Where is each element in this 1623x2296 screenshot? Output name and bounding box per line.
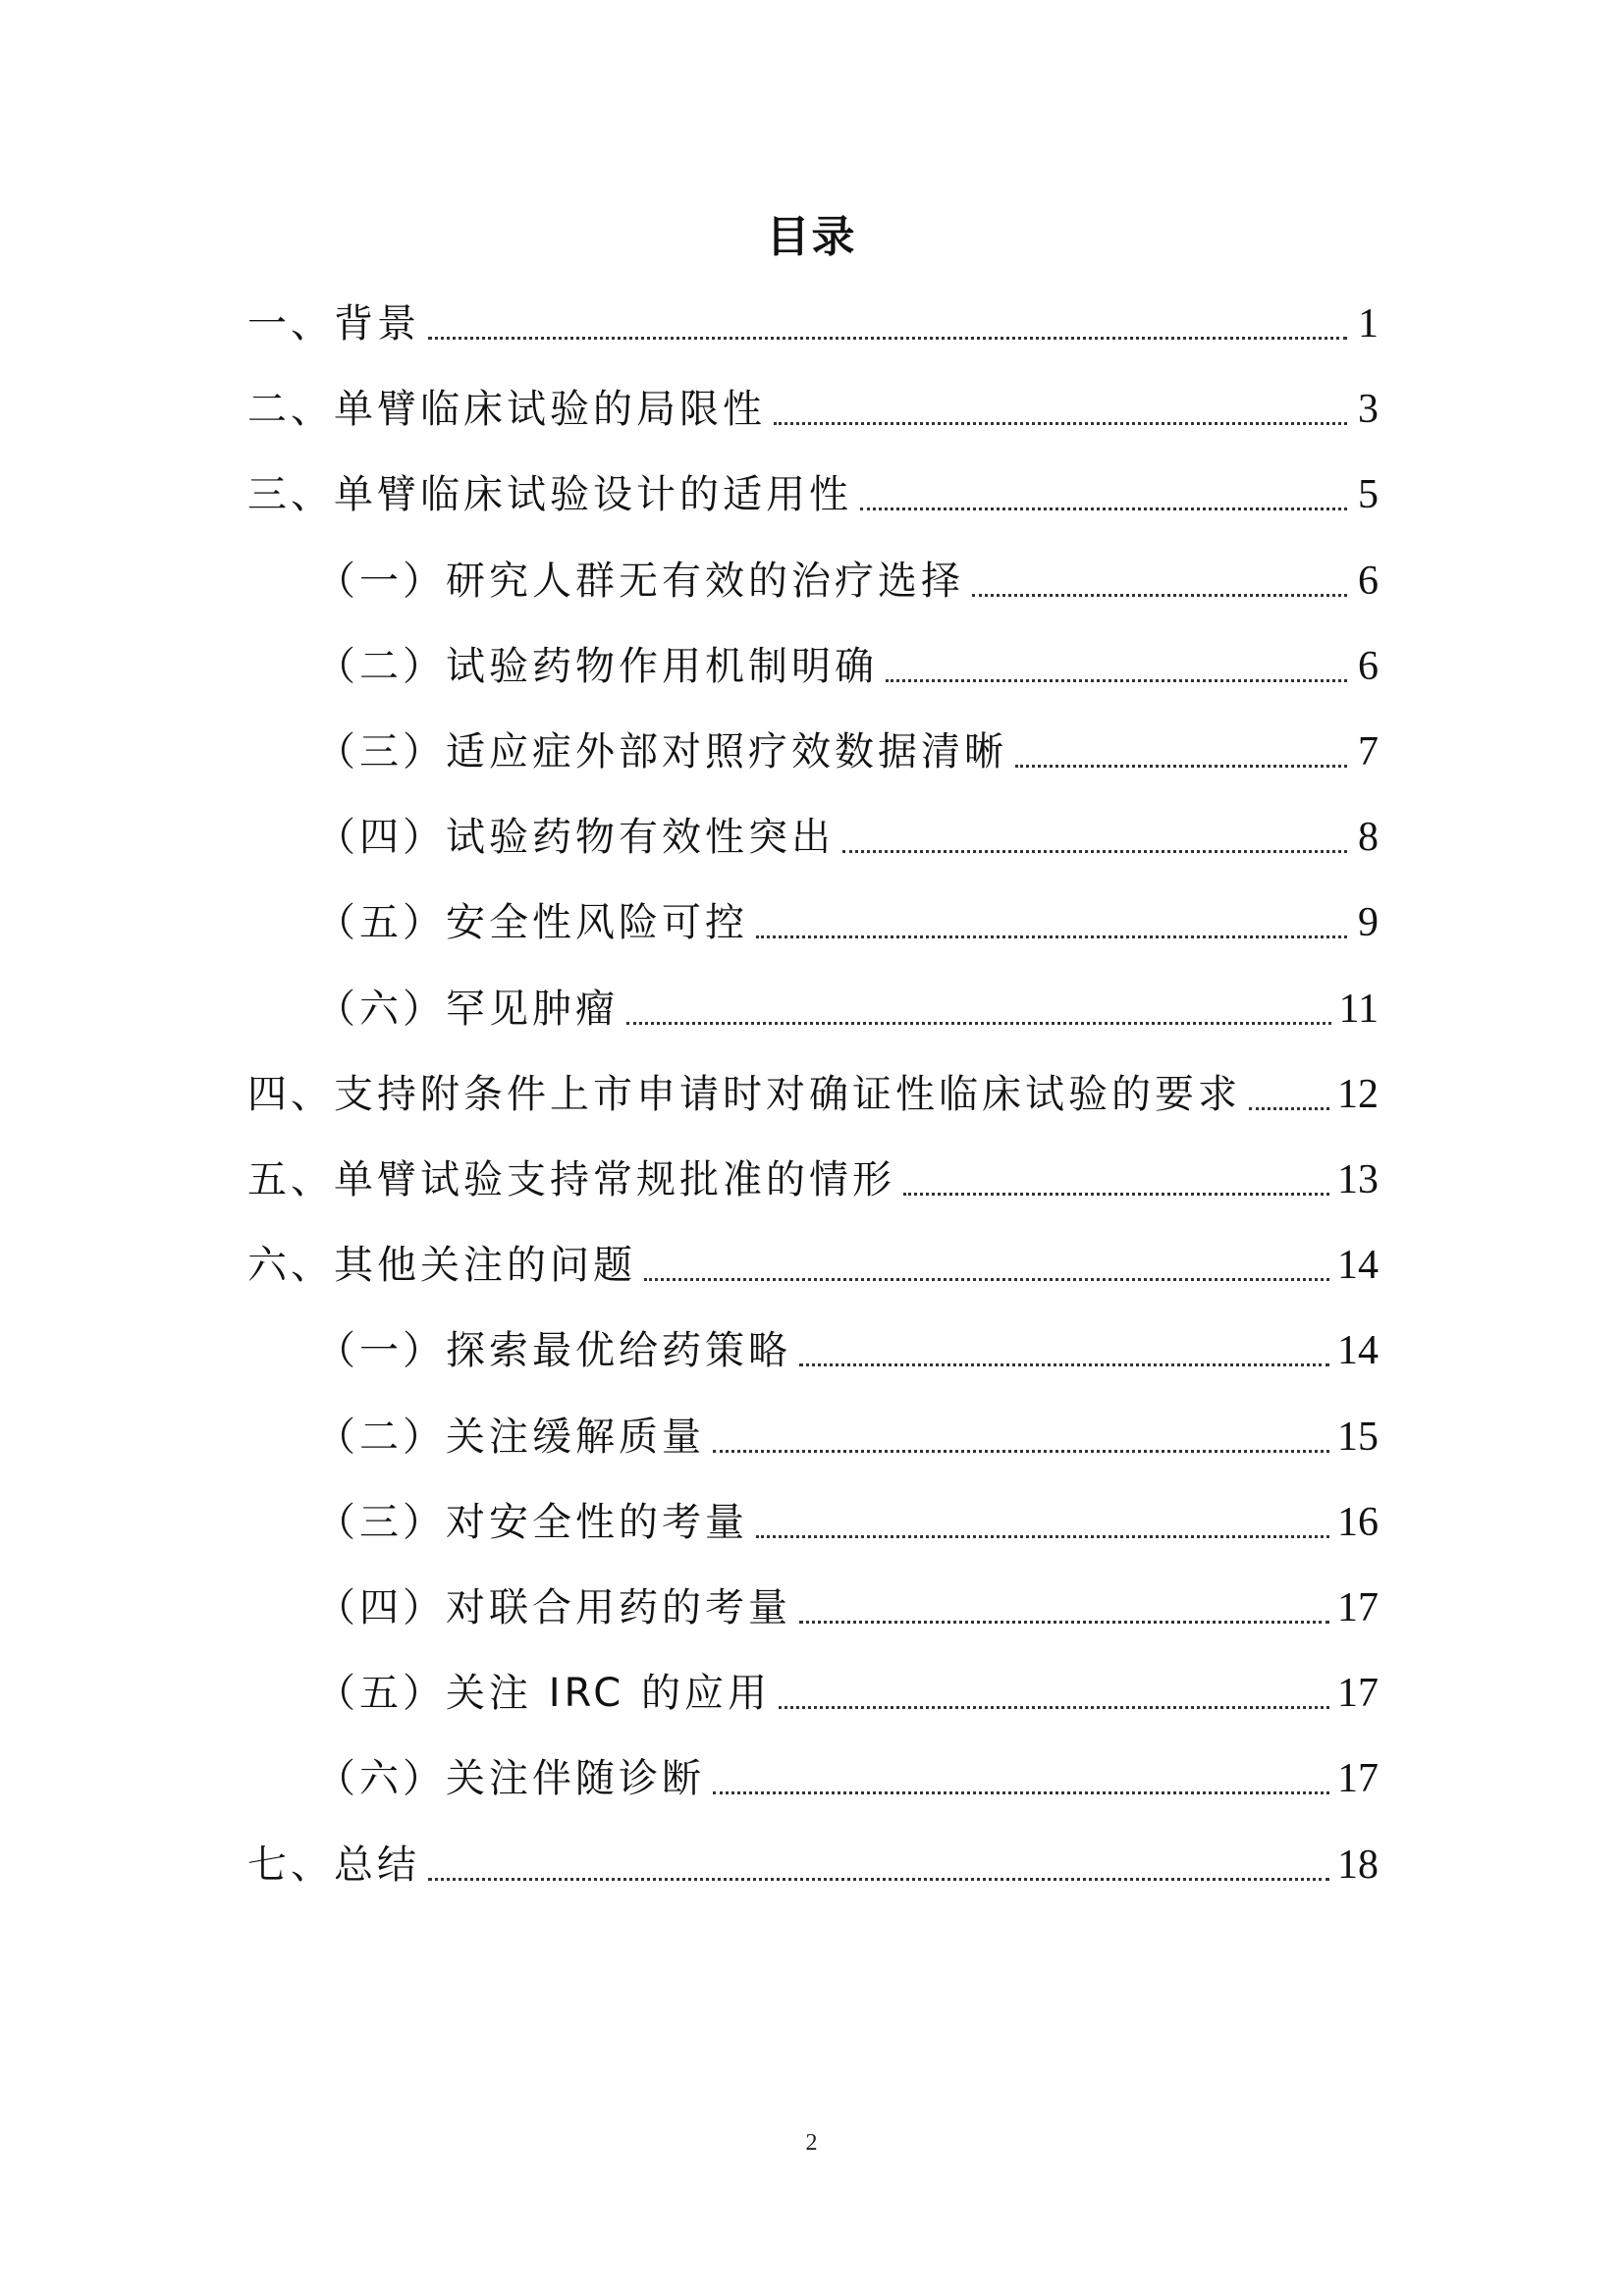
toc-entry-label: （四）对联合用药的考量 [316,1585,791,1630]
toc-entry-page: 15 [1337,1415,1379,1460]
toc-entry-page: 12 [1337,1072,1379,1117]
toc-entry-page: 11 [1338,987,1379,1032]
toc-dot-leader [774,402,1347,425]
toc-entry[interactable] [316,635,1379,694]
toc-entry-label: 一、背景 [247,301,420,347]
toc-entry-page: 7 [1358,729,1379,774]
toc-entry-label: 五、单臂试验支持常规批准的情形 [247,1157,895,1202]
toc-entry[interactable] [247,1063,1379,1122]
toc-entry[interactable] [316,1491,1379,1550]
toc-entry-page: 6 [1358,644,1379,689]
toc-entry-page: 14 [1337,1328,1379,1373]
toc-dot-leader [860,488,1347,510]
toc-entry-label: （五）关注 IRC 的应用 [316,1671,771,1716]
toc-dot-leader [644,1258,1329,1281]
toc-entry-label: 六、其他关注的问题 [247,1243,636,1288]
toc-dot-leader [428,1858,1329,1881]
toc-entry-label: （二）试验药物作用机制明确 [316,644,878,689]
toc-dot-leader [1015,745,1347,768]
toc-entry[interactable] [316,1319,1379,1378]
toc-entry-label: （五）安全性风险可控 [316,900,748,945]
toc-entry-label: 七、总结 [247,1842,420,1888]
toc-entry[interactable] [316,1747,1379,1806]
toc-entry-label: （一）探索最优给药策略 [316,1328,791,1373]
toc-entry-page: 18 [1337,1842,1379,1888]
toc-entry[interactable] [247,1834,1379,1893]
toc-entry-page: 17 [1337,1671,1379,1716]
toc-entry[interactable] [247,1148,1379,1207]
toc-entry-label: 三、单臂临床试验设计的适用性 [247,472,852,517]
toc-entry[interactable] [316,891,1379,950]
toc-dot-leader [713,1430,1329,1453]
toc-dot-leader [626,1002,1331,1025]
toc-entry-page: 16 [1337,1500,1379,1545]
toc-entry-page: 8 [1358,815,1379,860]
toc-dot-leader [842,830,1347,853]
toc-dot-leader [756,916,1347,938]
toc-entry[interactable] [316,550,1379,609]
toc-entry-label: 四、支持附条件上市申请时对确证性临床试验的要求 [247,1072,1241,1117]
toc-dot-leader [886,660,1347,682]
toc-dot-leader [756,1516,1329,1538]
toc-entry-page: 17 [1337,1585,1379,1630]
toc-entry[interactable] [247,378,1379,437]
toc-entry-page: 9 [1358,900,1379,945]
toc-entry[interactable] [316,978,1379,1037]
toc-entry-page: 5 [1358,472,1379,517]
toc-dot-leader [799,1344,1329,1366]
toc-entry-label: 二、单臂临床试验的局限性 [247,387,766,432]
toc-entry-page: 17 [1337,1756,1379,1801]
toc-entry-page: 3 [1358,387,1379,432]
toc-dot-leader [428,317,1347,340]
toc-dot-leader [972,574,1347,597]
toc-entry-page: 1 [1358,301,1379,347]
toc-entry[interactable] [316,721,1379,779]
toc-dot-leader [1249,1088,1329,1110]
toc-entry-page: 6 [1358,559,1379,604]
toc-entry-label: （三）适应症外部对照疗效数据清晰 [316,729,1007,774]
toc-entry[interactable] [247,1234,1379,1293]
toc-entry[interactable] [247,293,1379,351]
toc-entry-label: （四）试验药物有效性突出 [316,815,835,860]
toc-entry[interactable] [316,1576,1379,1635]
toc-dot-leader [713,1772,1329,1794]
toc-entry-page: 14 [1337,1243,1379,1288]
toc-entry[interactable] [316,806,1379,865]
toc-dot-leader [779,1686,1329,1709]
toc-entry-label: （六）关注伴随诊断 [316,1756,705,1801]
toc-entry-page: 13 [1337,1157,1379,1202]
toc-entry[interactable] [316,1662,1379,1721]
toc-title: 目录 [766,212,857,262]
page-number: 2 [805,2130,818,2156]
toc-entry-label: （二）关注缓解质量 [316,1415,705,1460]
toc-entry-label: （三）对安全性的考量 [316,1500,748,1545]
toc-entry-label: （六）罕见肿瘤 [316,987,619,1032]
toc-entry-label: （一）研究人群无有效的治疗选择 [316,559,964,604]
toc-entry[interactable] [247,463,1379,522]
toc-dot-leader [799,1601,1329,1624]
toc-dot-leader [903,1173,1329,1196]
toc-entry[interactable] [316,1406,1379,1465]
